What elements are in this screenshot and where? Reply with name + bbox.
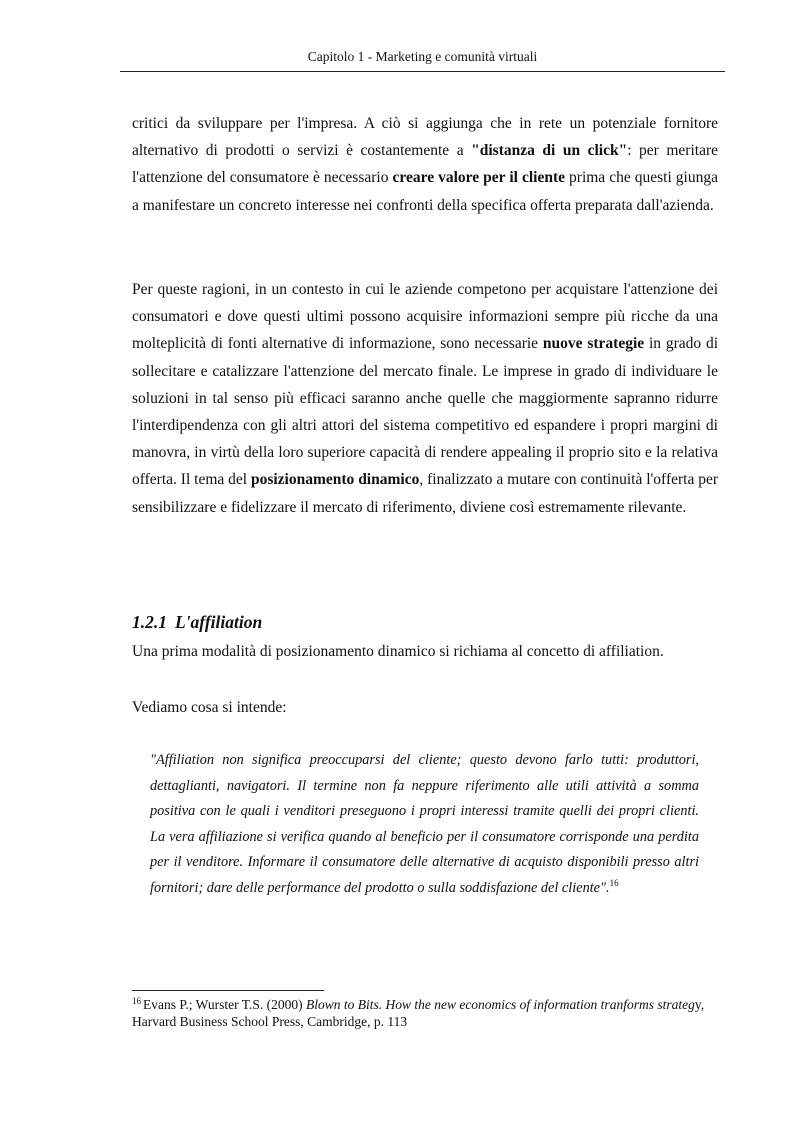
footnote-number: 16: [132, 995, 141, 1006]
paragraph-2-text-2: in grado di sollecitare e catalizzare l'attenzione del mercato finale. Le imprese in grado di individuare le soluzioni in tal senso più efficaci saranno anche quelle che maggiormente sapranno ridurre l'interdipendenza con gli altri attori del sistema competitivo ed espandere i propri margini di manovra, in virtù della loro superiore capacità di rendere appealing il proprio sito e la relativa offerta. Il tema del: [132, 335, 719, 489]
block-quote: [150, 748, 699, 902]
section-title: L'affiliation: [175, 612, 263, 632]
running-header: Capitolo 1 - Marketing e comunità virtuali: [307, 49, 538, 64]
paragraph-3: Una prima modalità di posizionamento dinamico si richiama al concetto di affiliation.: [132, 643, 664, 660]
paragraph-2-text-1: Per queste ragioni, in un contesto in cui le aziende competono per acquistare l'attenzione dei consumatori e dove questi ultimi possono acquisire informazioni sempre più ricche da una molteplicità di fonti alternative di informazione, sono necessarie: [132, 281, 718, 353]
paragraph-1-text-1: critici da sviluppare per l'impresa. A ciò si aggiunga che in rete un potenziale fornitore alternativo di prodotti o servizi è costantemente a: [132, 115, 718, 160]
paragraph-1-text-3: prima che questi giunga a manifestare un concreto interesse nei confronti della specifica offerta preparata dall'azienda.: [132, 169, 718, 214]
paragraph-1-bold-1: "distanza di un click": [471, 142, 628, 160]
footnote: [132, 996, 722, 1030]
header-rule: [120, 71, 725, 72]
paragraph-4: Vediamo cosa si intende:: [132, 699, 287, 716]
paragraph-2-bold-1: nuove strategie: [542, 335, 645, 353]
paragraph-1-bold-2: creare valore per il cliente: [392, 169, 565, 187]
paragraph-1: [132, 110, 718, 219]
quote-text: "Affiliation non significa preoccuparsi del cliente; questo devono farlo tutti: produttori, dettaglianti, navigatori. Il termine non fa neppure riferimento alle utili attività a somma positiva con le quali i venditori preseguono i propri interessi tramite quelli dei propri clienti. La vera affiliazione si verifica quando al beneficio per il consumatore corrisponde una perdita per il venditore. Informare il consumatore delle alternative di acquisto disponibili presso altri fornitori; dare delle performance del prodotto o sulla soddisfazione del cliente".: [150, 752, 699, 896]
section-number: 1.2.1: [132, 612, 167, 632]
section-heading: [132, 609, 262, 635]
footnote-book-title: Blown to Bits. How the new economics of information tranforms strateg: [305, 997, 695, 1012]
footnote-publisher: y, Harvard Business School Press, Cambridge, p. 113: [132, 997, 705, 1029]
footnote-rule: [132, 990, 324, 991]
paragraph-2-text-3: , finalizzato a mutare con continuità l'offerta per sensibilizzare e fidelizzare il mercato di riferimento, diviene così estremamente rilevante.: [132, 471, 719, 516]
footnote-reference: 16: [609, 878, 619, 889]
footnote-authors: Evans P.; Wurster T.S. (2000): [143, 997, 306, 1012]
paragraph-2-bold-2: posizionamento dinamico: [250, 471, 420, 489]
paragraph-1-text-2: : per meritare l'attenzione del consumatore è necessario: [132, 142, 718, 187]
paragraph-2: [132, 276, 718, 521]
